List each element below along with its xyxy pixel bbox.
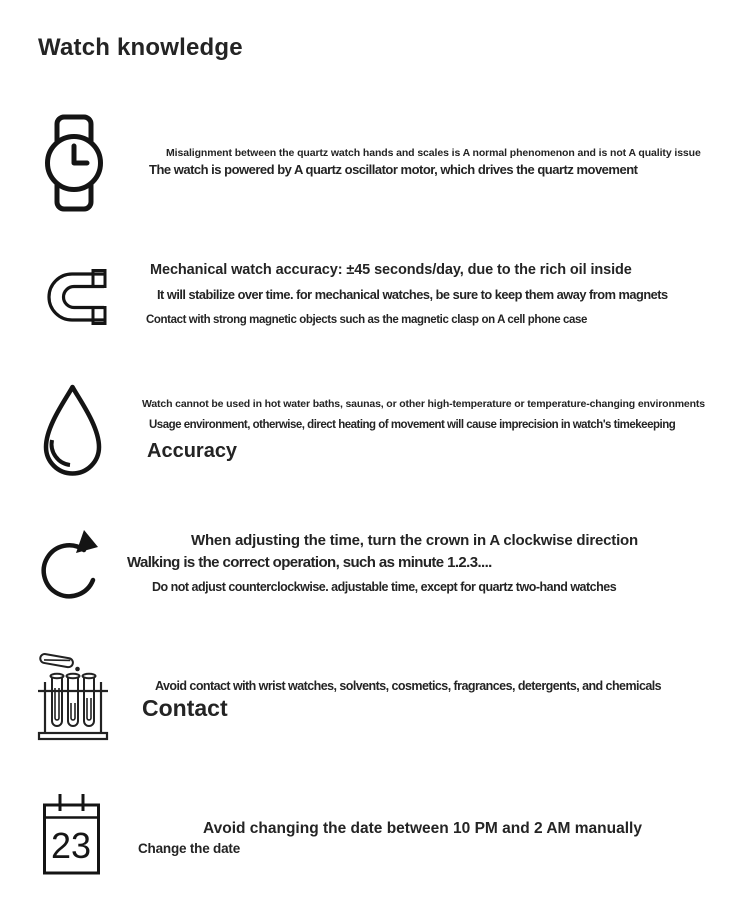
avoid-chemicals-note: Avoid contact with wrist watches, solvents, cosmetics, fragrances, detergents, and chemicals [155,679,662,693]
water-drop-icon [39,382,106,484]
magnetic-objects-note: Contact with strong magnetic objects such as the magnetic clasp on A cell phone case [146,314,587,326]
quartz-motor-note: The watch is powered by A quartz oscillator motor, which drives the quartz movement [149,162,638,177]
chemicals-icon [36,648,110,745]
correct-operation-note: Walking is the correct operation, such as minute 1.2.3.... [127,554,492,571]
magnet-icon [47,268,107,326]
contact-heading: Contact [142,695,228,721]
page-title: Watch knowledge [38,34,243,61]
rotate-clockwise-icon [39,526,103,609]
counterclockwise-warning-note: Do not adjust counterclockwise. adjustable time, except for quartz two-hand watches [152,580,617,594]
date-change-warning-heading: Avoid changing the date between 10 PM and 2 AM manually [203,820,642,837]
calendar-day-number: 23 [50,825,92,866]
accuracy-heading: Accuracy [147,440,238,462]
hot-water-warning-note: Watch cannot be used in hot water baths, saunas, or other high-temperature or temperature-changing environments [142,398,705,410]
mechanical-accuracy-heading: Mechanical watch accuracy: ±45 seconds/day, due to the rich oil inside [150,262,632,278]
magnet-warning-note: It will stabilize over time. for mechanical watches, be sure to keep them away from magnets [157,287,668,302]
change-date-note: Change the date [138,841,241,856]
wristwatch-icon [42,114,106,212]
usage-environment-note: Usage environment, otherwise, direct heating of movement will cause imprecision in watch's timekeeping [149,419,676,431]
quartz-misalignment-note: Misalignment between the quartz watch hands and scales is A normal phenomenon and is not A quality issue [166,147,701,159]
clockwise-adjust-heading: When adjusting the time, turn the crown in A clockwise direction [191,532,638,549]
calendar-icon [39,792,104,876]
